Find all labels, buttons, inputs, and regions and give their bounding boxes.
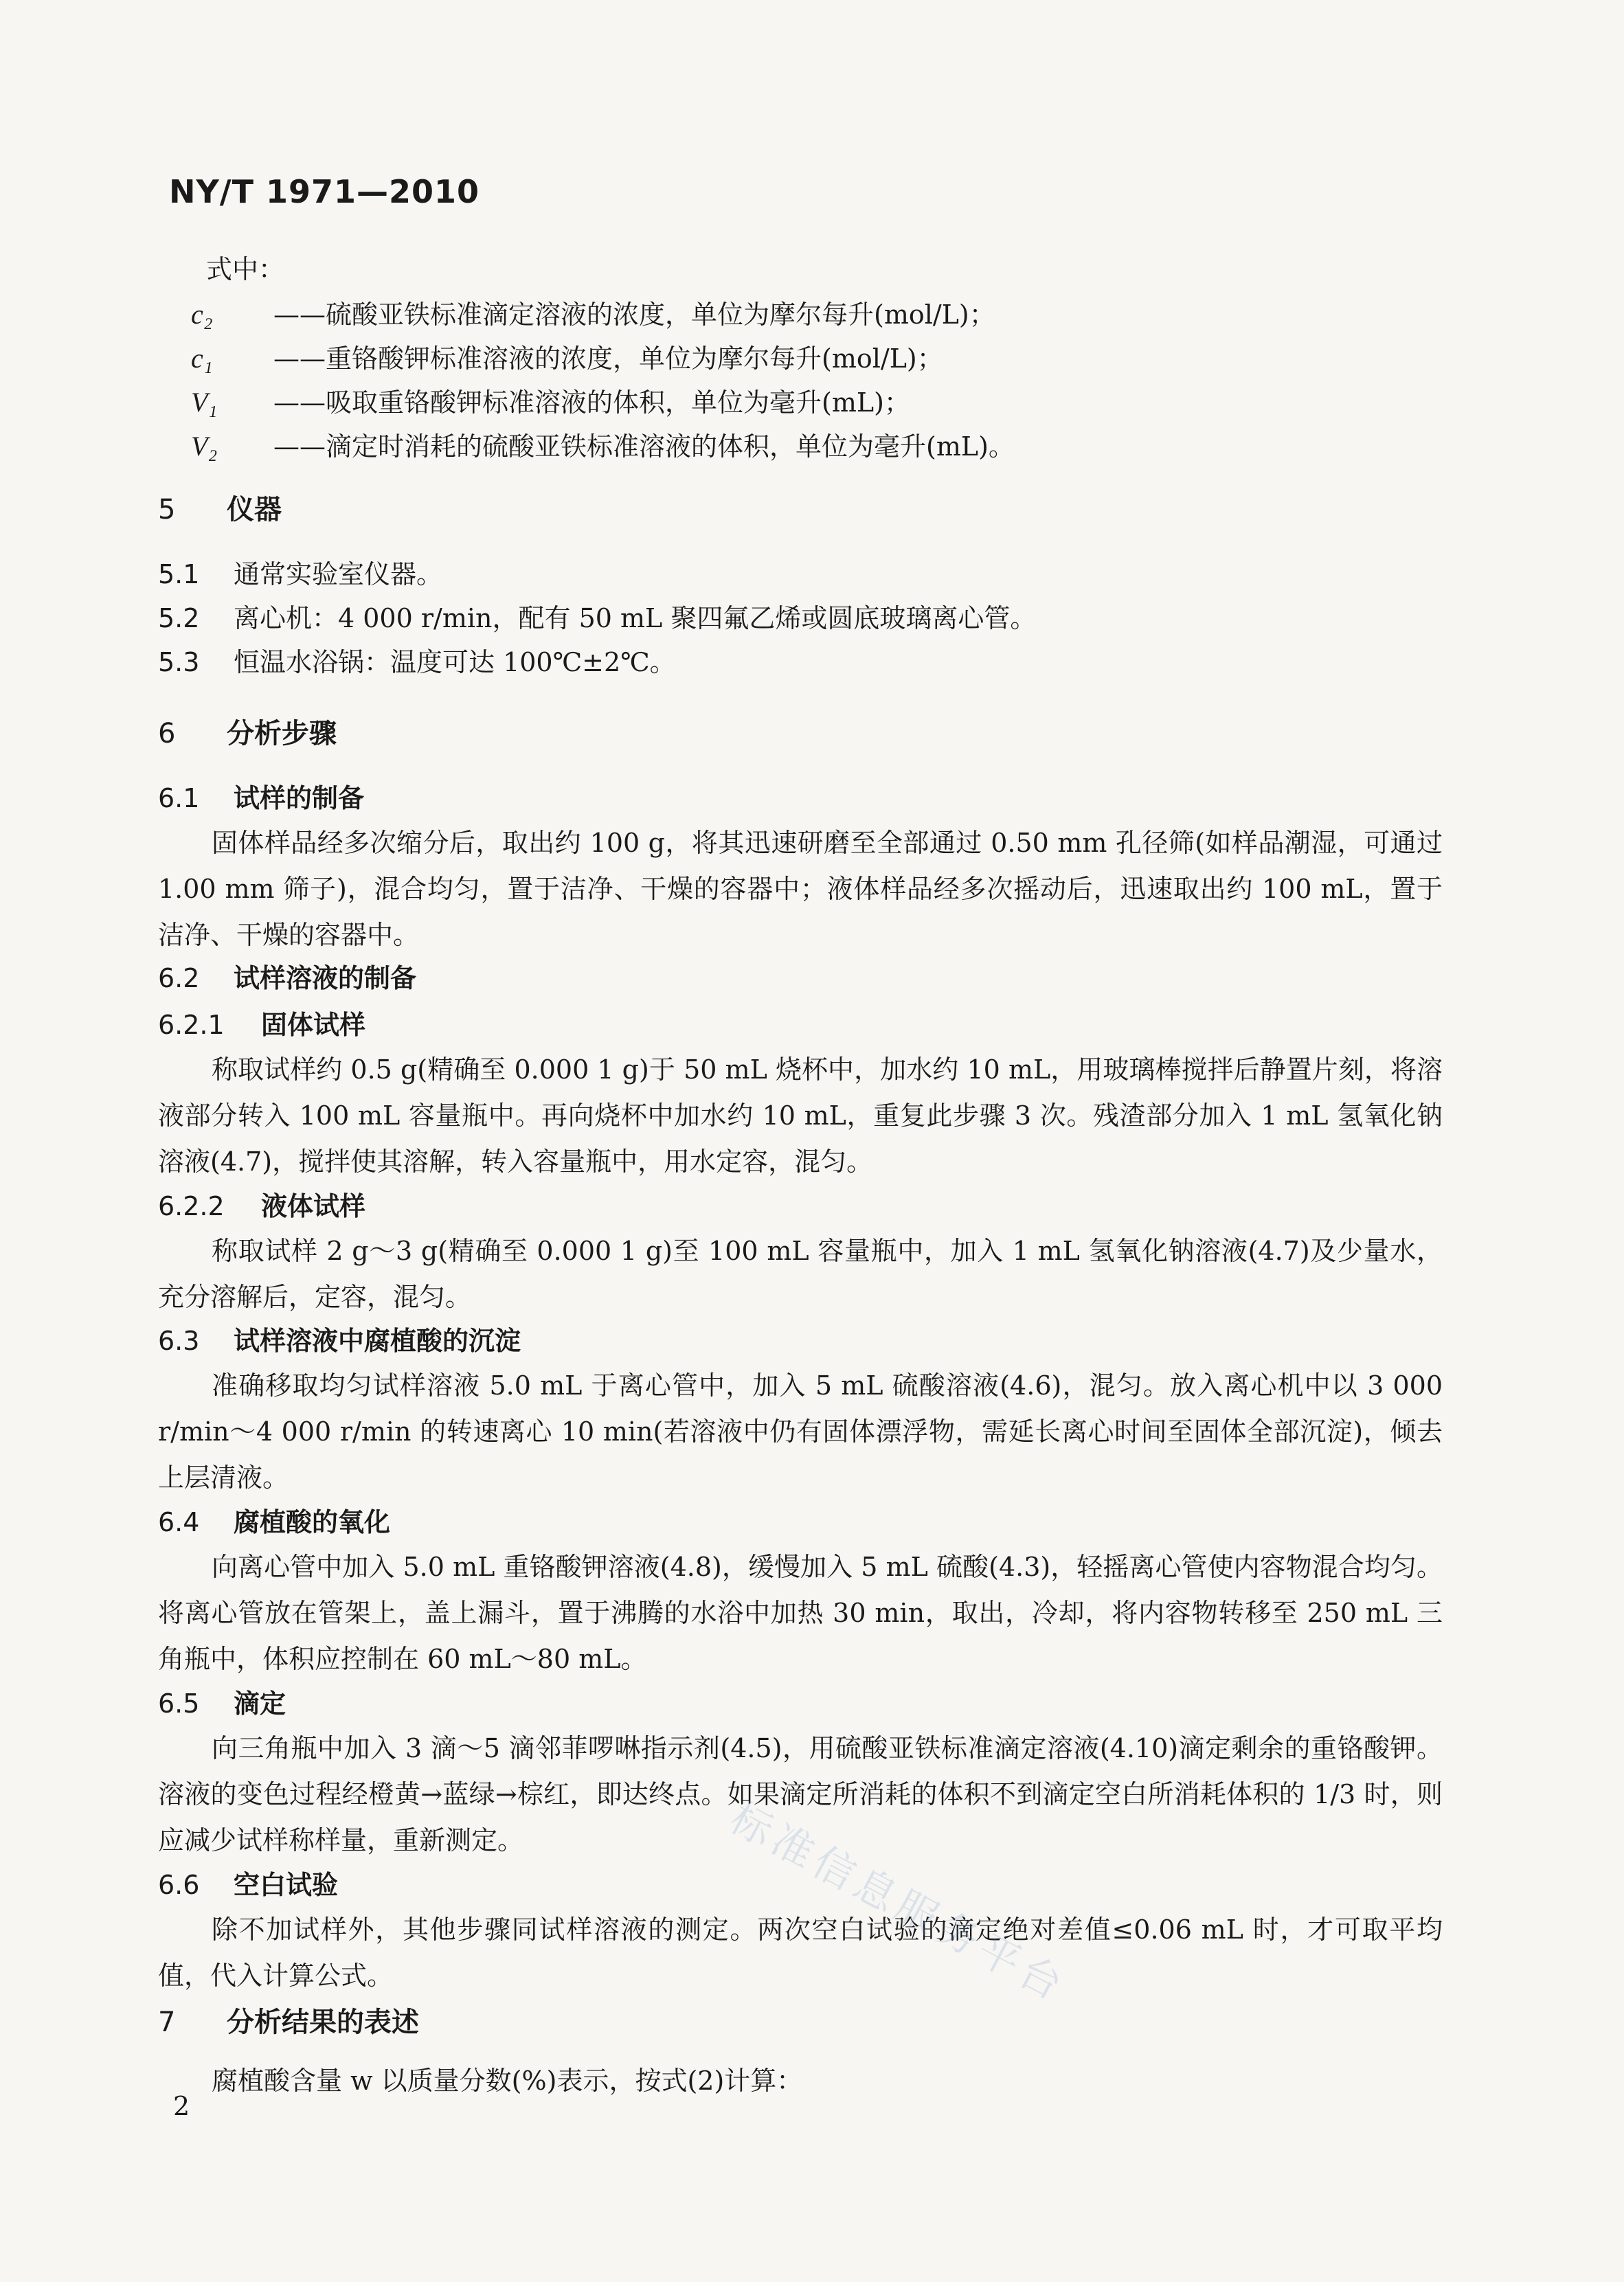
subsection-title: 固体试样 <box>261 1009 366 1040</box>
section-title: 分析结果的表述 <box>227 2006 419 2038</box>
page-number: 2 <box>173 2091 190 2121</box>
section-6-heading <box>158 713 337 754</box>
subsection-6-5-heading <box>158 1683 286 1724</box>
subsection-6-5-text: 向三角瓶中加入 3 滴～5 滴邻菲啰啉指示剂(4.5)，用硫酸亚铁标准滴定溶液(4.10)滴定剩余的重铬酸钾。溶液的变色过程经橙黄→蓝绿→棕红，即达终点。如果滴定所消耗的体积不到滴定空白所消耗体积的 1/3 时，则应减少试样称样量，重新测定。 <box>158 1733 1443 1855</box>
variable-symbol: c₂ <box>191 299 213 330</box>
subsection-6-2-1-text: 称取试样约 0.5 g(精确至 0.000 1 g)于 50 mL 烧杯中，加水约 10 mL，用玻璃棒搅拌后静置片刻，将溶液部分转入 100 mL 容量瓶中。再向烧杯中加水约 10 mL，重复此步骤 3 次。残渣部分加入 1 mL 氢氧化钠溶液(4.7)，搅拌使其溶解，转入容量瓶中，用水定容，混匀。 <box>158 1054 1443 1177</box>
subsection-6-4-text: 向离心管中加入 5.0 mL 重铬酸钾溶液(4.8)，缓慢加入 5 mL 硫酸(4.3)，轻摇离心管使内容物混合均匀。将离心管放在管架上，盖上漏斗，置于沸腾的水浴中加热 30 min，取出，冷却，将内容物转移至 250 mL 三角瓶中，体积应控制在 60 mL～80 mL。 <box>158 1552 1443 1674</box>
variable-description: ——滴定时消耗的硫酸亚铁标准溶液的体积，单位为毫升(mL)。 <box>273 431 1015 462</box>
item-text: 离心机：4 000 r/min，配有 50 mL 聚四氟乙烯或圆底玻璃离心管。 <box>234 603 1037 633</box>
subsection-6-2-2-heading <box>158 1186 365 1227</box>
section-5-heading <box>158 489 282 530</box>
formula-legend-intro: 式中： <box>206 254 285 284</box>
item-number: 5.2 <box>158 603 200 633</box>
subsection-6-3-heading <box>158 1320 521 1362</box>
legend-item-c2 <box>191 294 995 335</box>
variable-description: ——硫酸亚铁标准滴定溶液的浓度，单位为摩尔每升(mol/L)； <box>273 300 995 330</box>
subsection-number: 6.2.2 <box>158 1191 225 1221</box>
subsection-number: 6.2.1 <box>158 1010 225 1040</box>
subsection-6-1-heading <box>158 778 364 819</box>
item-5-3 <box>158 642 676 683</box>
variable-description: ——重铬酸钾标准溶液的浓度，单位为摩尔每升(mol/L)； <box>273 343 943 374</box>
subsection-title: 液体试样 <box>261 1190 366 1221</box>
subsection-6-2-heading <box>158 958 416 999</box>
section-number: 6 <box>158 718 176 749</box>
watermark: 标准信息服务平台 <box>722 1794 1075 2012</box>
subsection-number: 6.2 <box>158 963 200 993</box>
subsection-6-2-1-heading <box>158 1004 365 1046</box>
section-7-heading <box>158 2002 419 2043</box>
subsection-title: 空白试验 <box>234 1869 339 1900</box>
item-text: 恒温水浴锅：温度可达 100℃±2℃。 <box>234 647 676 677</box>
subsection-title: 腐植酸的氧化 <box>234 1506 391 1537</box>
subsection-number: 6.6 <box>158 1870 200 1900</box>
section-number: 5 <box>158 494 176 526</box>
item-5-1 <box>158 554 442 595</box>
subsection-title: 滴定 <box>234 1688 286 1719</box>
subsection-6-6-heading <box>158 1864 338 1906</box>
subsection-title: 试样溶液中腐植酸的沉淀 <box>234 1325 521 1356</box>
section-number: 7 <box>158 2007 176 2038</box>
section-title: 仪器 <box>227 493 282 526</box>
section-title: 分析步骤 <box>227 717 337 749</box>
subsection-number: 6.5 <box>158 1688 200 1719</box>
subsection-number: 6.3 <box>158 1326 200 1356</box>
item-5-2 <box>158 598 1036 639</box>
subsection-6-1-text: 固体样品经多次缩分后，取出约 100 g，将其迅速研磨至全部通过 0.50 mm 孔径筛(如样品潮湿，可通过 1.00 mm 筛子)，混合均匀，置于洁净、干燥的容器中；液体样品经多次摇动后，迅速取出约 100 mL，置于洁净、干燥的容器中。 <box>158 828 1443 950</box>
variable-description: ——吸取重铬酸钾标准溶液的体积，单位为毫升(mL)； <box>273 387 910 418</box>
legend-item-c1 <box>191 338 943 379</box>
variable-symbol: V₁ <box>191 387 218 418</box>
legend-item-v1 <box>191 382 910 423</box>
subsection-6-3-text: 准确移取均匀试样溶液 5.0 mL 于离心管中，加入 5 mL 硫酸溶液(4.6)，混匀。放入离心机中以 3 000 r/min～4 000 r/min 的转速离心 10 min(若溶液中仍有固体漂浮物，需延长离心时间至固体全部沉淀)，倾去上层清液。 <box>158 1370 1443 1493</box>
item-number: 5.1 <box>158 559 200 589</box>
document-code: NY/T 1971—2010 <box>169 173 480 210</box>
subsection-6-4-heading <box>158 1502 390 1543</box>
variable-symbol: c₁ <box>191 343 213 374</box>
subsection-6-2-2-text: 称取试样 2 g～3 g(精确至 0.000 1 g)至 100 mL 容量瓶中，加入 1 mL 氢氧化钠溶液(4.7)及少量水，充分溶解后，定容，混匀。 <box>158 1236 1443 1312</box>
subsection-title: 试样溶液的制备 <box>234 962 417 993</box>
legend-item-v2 <box>191 426 1015 467</box>
item-text: 通常实验室仪器。 <box>234 559 443 589</box>
section-7-text: 腐植酸含量 w 以质量分数(%)表示，按式(2)计算： <box>212 2066 803 2096</box>
subsection-number: 6.1 <box>158 783 200 813</box>
subsection-title: 试样的制备 <box>234 782 365 813</box>
subsection-6-6-text: 除不加试样外，其他步骤同试样溶液的测定。两次空白试验的滴定绝对差值≤0.06 mL 时，才可取平均值，代入计算公式。 <box>158 1914 1443 1991</box>
item-number: 5.3 <box>158 647 200 677</box>
variable-symbol: V₂ <box>191 431 218 462</box>
subsection-number: 6.4 <box>158 1507 200 1537</box>
